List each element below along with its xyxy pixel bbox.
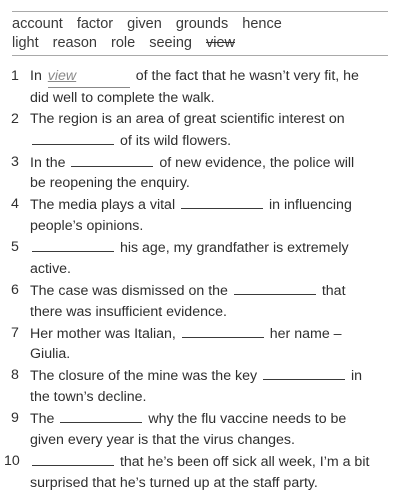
item-text-after: his age, my grandfather is extremely active.: [30, 240, 349, 277]
word-hence: hence: [242, 16, 282, 32]
item-text-after: that there was insufficient evidence.: [30, 282, 346, 320]
word-account: account: [12, 16, 63, 32]
item-text-after: in the town’s decline.: [30, 368, 363, 406]
exercise-item-9: [0, 408, 403, 451]
word-role: role: [111, 35, 136, 51]
item-text-after: of the fact that he wasn’t very fit, he did well to complete the walk.: [30, 68, 359, 106]
item-text-before: The region is an area of great scientific interest on: [30, 110, 345, 127]
answer-blank[interactable]: [60, 408, 142, 423]
exercise-item-4: [0, 194, 403, 237]
answer-blank[interactable]: [234, 280, 316, 295]
example-answer: view: [48, 66, 130, 88]
item-number: 10: [4, 453, 20, 470]
word-reason: reason: [52, 35, 97, 51]
item-text-before: The closure of the mine was the key: [30, 368, 258, 385]
exercise-item-7: [0, 323, 403, 366]
answer-blank[interactable]: [71, 152, 153, 167]
word-box-row-2: [12, 35, 245, 52]
answer-blank[interactable]: [181, 194, 263, 209]
item-number: 9: [11, 410, 19, 427]
exercise-item-1: [0, 66, 403, 109]
item-text-before: The media plays a vital: [30, 197, 176, 214]
item-text-after: her name – Giulia.: [30, 325, 342, 363]
exercise-list: [0, 66, 403, 494]
item-number: 1: [11, 68, 19, 84]
item-number: 6: [11, 281, 19, 298]
word-box-bottom-rule: [12, 55, 388, 56]
item-text-after: why the flu vaccine needs to be given every year is that the virus changes.: [30, 411, 347, 449]
item-number: 7: [11, 324, 19, 341]
word-box-top-rule: [12, 11, 388, 12]
word-box: [12, 0, 388, 56]
item-text-after: of its wild flowers.: [119, 132, 232, 149]
item-number: 4: [11, 196, 19, 213]
item-number: 2: [11, 110, 19, 127]
word-seeing: seeing: [149, 35, 192, 51]
answer-blank[interactable]: [32, 237, 114, 252]
item-text-after: of new evidence, the police will be reopening the enquiry.: [30, 154, 355, 192]
word-view-crossed-out: view: [206, 35, 236, 51]
item-number: 3: [11, 153, 19, 170]
exercise-item-5: [0, 237, 403, 280]
answer-blank[interactable]: [32, 451, 114, 466]
word-given: given: [127, 16, 162, 32]
word-light: light: [12, 35, 39, 51]
answer-blank[interactable]: [32, 130, 114, 145]
word-factor: factor: [76, 16, 114, 32]
item-text-before: In: [30, 68, 42, 84]
exercise-item-8: [0, 365, 403, 408]
item-text-before: The: [30, 411, 55, 428]
item-text-before: In the: [30, 154, 66, 171]
answer-blank[interactable]: [263, 365, 345, 380]
word-box-row-1: [12, 16, 292, 33]
item-number: 8: [11, 367, 19, 384]
item-number: 5: [11, 239, 19, 256]
exercise-item-6: [0, 280, 403, 323]
item-text-after: that he’s been off sick all week, I’m a bit surprised that he’s turned up at the staff party.: [30, 454, 370, 491]
word-grounds: grounds: [175, 16, 229, 32]
exercise-item-3: [0, 152, 403, 195]
exercise-item-2: [0, 109, 403, 152]
answer-blank[interactable]: [182, 323, 264, 338]
item-text-after: in influencing people’s opinions.: [30, 197, 352, 235]
exercise-item-10: [0, 451, 403, 494]
item-text-before: Her mother was Italian,: [30, 325, 176, 342]
item-text-before: The case was dismissed on the: [30, 282, 228, 299]
